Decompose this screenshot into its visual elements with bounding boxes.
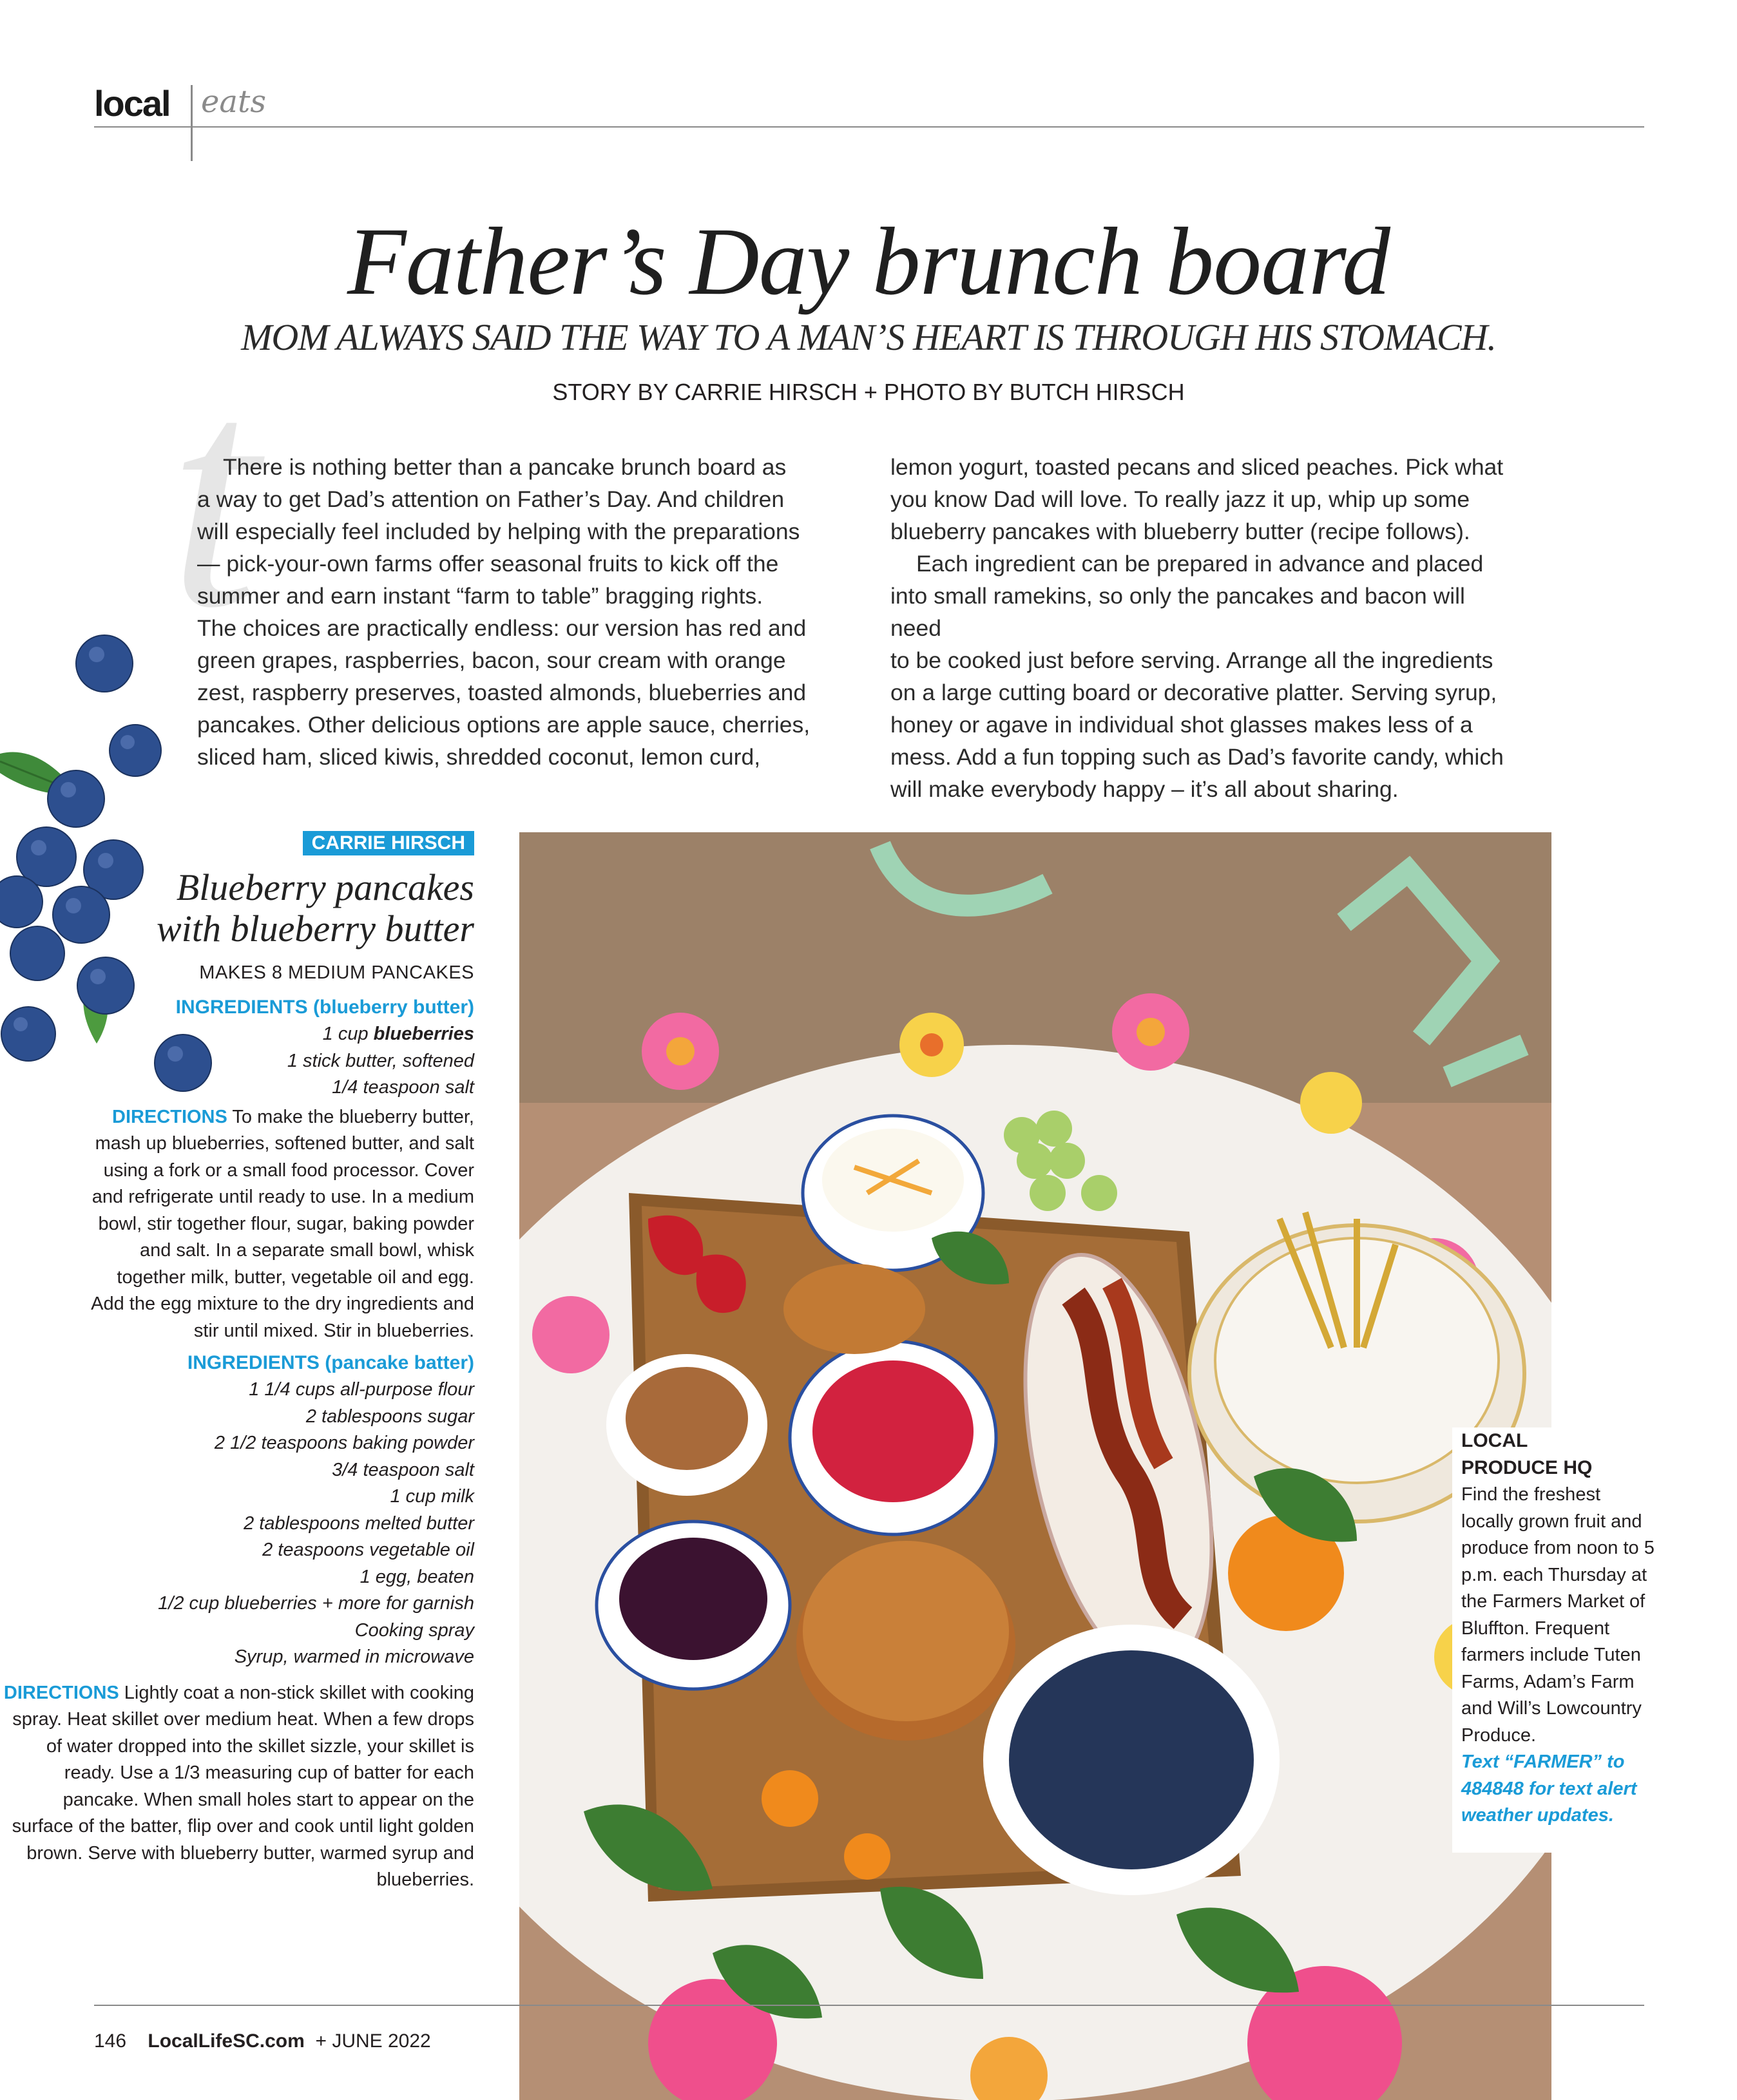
- body-line: pancakes. Other delicious options are apple sauce, cherries,: [197, 712, 811, 738]
- body-line: sliced ham, sliced kiwis, shredded coconut, lemon curd,: [197, 744, 761, 770]
- ingredient-item: 1 stick butter, softened: [287, 1050, 474, 1071]
- ingredient-item: 1 cup blueberries: [322, 1024, 474, 1044]
- ingredient-item: 1 1/4 cups all-purpose flour: [249, 1379, 474, 1400]
- directions-label: DIRECTIONS: [3, 1682, 119, 1703]
- ingredient-item: 1/2 cup blueberries + more for garnish: [158, 1593, 474, 1614]
- body-line: zest, raspberry preserves, toasted almonds, blueberries and: [197, 680, 807, 705]
- body-line: to be cooked just before serving. Arrange all the ingredients: [890, 647, 1493, 673]
- section-label: local: [94, 83, 170, 124]
- body-column-2: [890, 451, 1509, 805]
- ingredient-item: 1 egg, beaten: [360, 1566, 474, 1587]
- almond-ramekin: [606, 1354, 767, 1496]
- directions-text: To make the blueberry butter, mash up blueberries, softened butter, and salt using a fork or a small food processor. Cover and refrigerate until ready to use. In a medium bowl, stir together flour, sugar, baking powder and salt. In a separate small bowl, whisk together milk, butter, vegetable oil and egg. Add the egg mixture to the dry ingredients and stir until mixed. Stir in blueberries.: [91, 1106, 474, 1341]
- body-line: The choices are practically endless: our version has red and: [197, 615, 807, 641]
- body-line: There is nothing better than a pancake brunch board as: [223, 454, 787, 480]
- ingredient-item: 2 1/2 teaspoons baking powder: [214, 1433, 474, 1453]
- recipe-credit-badge: CARRIE HIRSCH: [303, 831, 474, 855]
- sidebar-box: [1452, 1427, 1655, 1853]
- ingredient-item: 3/4 teaspoon salt: [332, 1459, 474, 1480]
- drop-letter: t: [169, 318, 258, 674]
- section-divider: [191, 85, 193, 161]
- body-line: mess. Add a fun topping such as Dad’s favorite candy, which: [890, 744, 1504, 770]
- batter-ingredients-heading: INGREDIENTS (pancake batter): [187, 1352, 474, 1373]
- body-line: Each ingredient can be prepared in advance and placed: [916, 551, 1484, 577]
- body-line: a way to get Dad’s attention on Father’s Day. And children: [197, 486, 785, 512]
- sidebar-title-line: LOCAL: [1461, 1430, 1528, 1451]
- recipe-column: [0, 831, 474, 1899]
- header-rule: [94, 126, 1644, 128]
- footer: [94, 2030, 431, 2052]
- directions-text: Lightly coat a non-stick skillet with cooking spray. Heat skillet over medium heat. When a few drops of water dropped into the skillet sizzle, your skillet is ready. Use a 1/3 measuring cup of batter for each pancake. When small holes start to appear on the surface of the batter, flip over and cook until light golden brown. Serve with blueberry butter, warmed syrup and blueberries.: [12, 1682, 474, 1890]
- ingredient-item: 2 teaspoons vegetable oil: [262, 1540, 474, 1560]
- raspberry-bowl: [790, 1341, 996, 1534]
- batter-ingredients-list: [0, 1377, 474, 1671]
- site-name: LocalLifeSC.com: [148, 2030, 305, 2052]
- ingredient-item: 2 tablespoons sugar: [305, 1406, 474, 1427]
- headline: Father’s Day brunch board: [347, 208, 1390, 315]
- byline: STORY BY CARRIE HIRSCH + PHOTO BY BUTCH HIRSCH: [552, 379, 1185, 405]
- body-column-1: [197, 451, 816, 773]
- sidebar-body: Find the freshest locally grown fruit and produce from noon to 5 p.m. each Thursday at the Farmers Market of Bluffton. Frequent farmers include Tuten Farms, Adam’s Farm and Will’s Lowcountry Produce.: [1461, 1484, 1655, 1746]
- body-line: blueberry pancakes with blueberry butter (recipe follows).: [890, 519, 1470, 544]
- footer-rule: [94, 2005, 1644, 2006]
- body-line: summer and earn instant “farm to table” bragging rights.: [197, 583, 763, 609]
- batter-directions: [0, 1680, 474, 1894]
- butter-directions: [0, 1104, 474, 1345]
- sidebar-cta: Text “FARMER” to 484848 for text alert weather updates.: [1461, 1752, 1637, 1826]
- body-line: will especially feel included by helping with the preparations: [197, 519, 800, 544]
- body-line: will make everybody happy – it’s all about sharing.: [890, 776, 1399, 802]
- ingredient-item: 1/4 teaspoon salt: [332, 1077, 474, 1098]
- recipe-title: [0, 867, 474, 950]
- recipe-yield: MAKES 8 MEDIUM PANCAKES: [199, 962, 474, 983]
- body-line: into small ramekins, so only the pancakes and bacon will need: [890, 583, 1465, 641]
- deck: MOM ALWAYS SAID THE WAY TO A MAN’S HEART IS THROUGH HIS STOMACH.: [241, 316, 1496, 358]
- page-number: 146: [94, 2030, 127, 2052]
- body-line: honey or agave in individual shot glasses makes less of a: [890, 712, 1473, 738]
- sidebar-title: [1461, 1427, 1655, 1482]
- recipe-title-line: Blueberry pancakes: [176, 866, 474, 908]
- subsection-label: eats: [201, 84, 266, 120]
- body-line: you know Dad will love. To really jazz it up, whip up some: [890, 486, 1470, 512]
- body-line: — pick-your-own farms offer seasonal fruits to kick off the: [197, 551, 779, 577]
- directions-label: DIRECTIONS: [112, 1106, 227, 1127]
- blueberry-bowl: [983, 1625, 1280, 1895]
- ingredient-item: 2 tablespoons melted butter: [244, 1513, 474, 1534]
- jam-ramekin: [597, 1522, 790, 1689]
- ingredient-item: 1 cup milk: [390, 1486, 474, 1507]
- recipe-title-line: with blueberry butter: [157, 908, 474, 950]
- butter-ingredients-list: [0, 1021, 474, 1102]
- issue-date: + JUNE 2022: [315, 2030, 431, 2052]
- body-line: on a large cutting board or decorative platter. Serving syrup,: [890, 680, 1497, 705]
- body-line: green grapes, raspberries, bacon, sour cream with orange: [197, 647, 786, 673]
- body-line: lemon yogurt, toasted pecans and sliced peaches. Pick what: [890, 454, 1504, 480]
- ingredient-item: Cooking spray: [354, 1619, 474, 1641]
- sidebar-title-line: PRODUCE HQ: [1461, 1457, 1593, 1478]
- ingredient-item: Syrup, warmed in microwave: [234, 1647, 474, 1667]
- brunch-board-photo: [519, 832, 1551, 2100]
- butter-ingredients-heading: INGREDIENTS (blueberry butter): [175, 997, 474, 1018]
